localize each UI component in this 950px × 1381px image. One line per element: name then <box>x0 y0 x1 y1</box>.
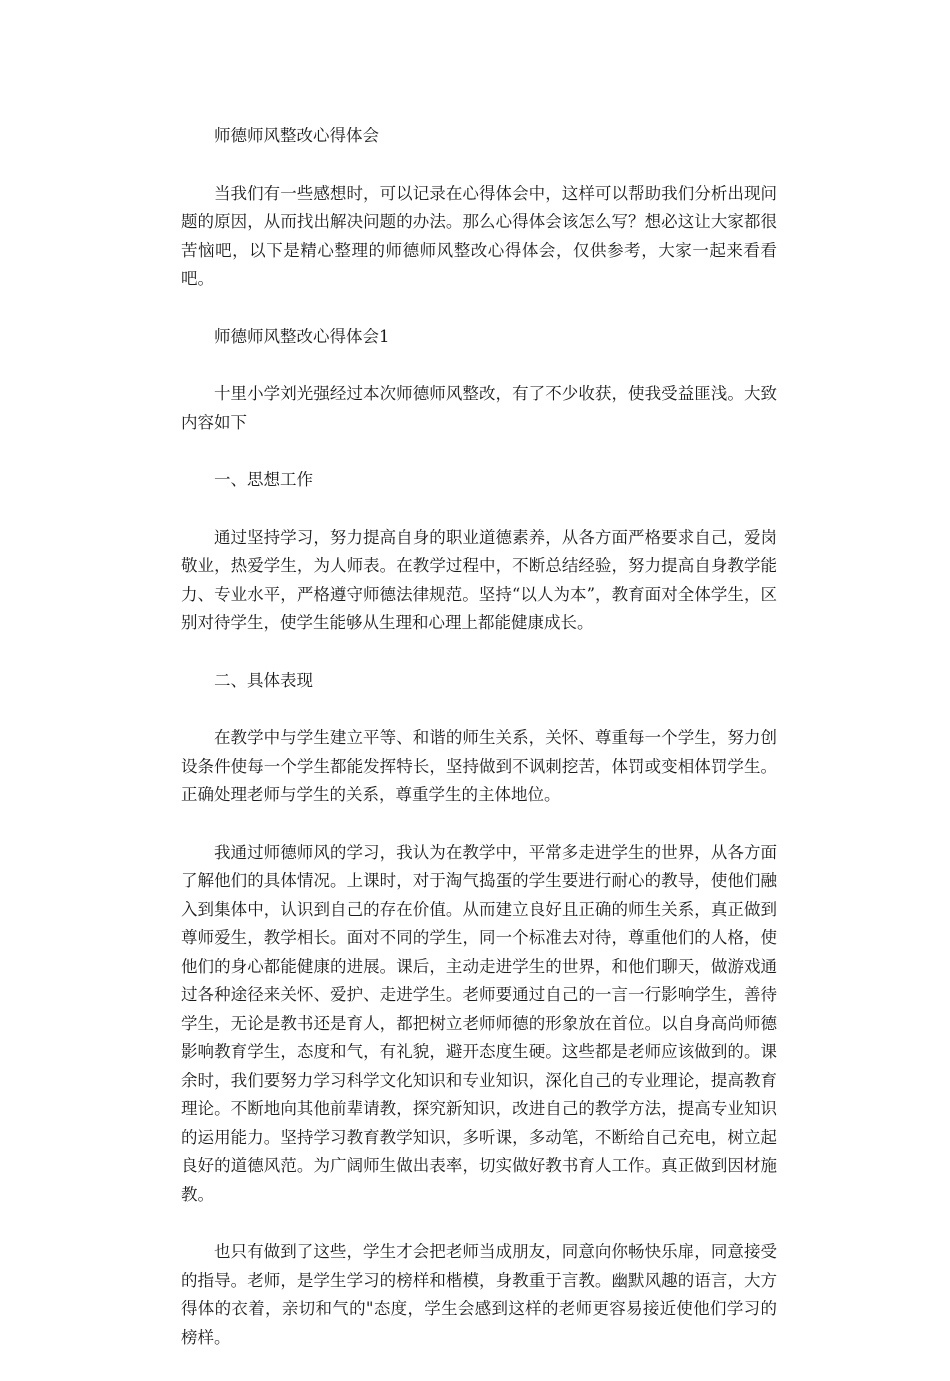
paragraph-study: 我通过师德师风的学习，我认为在教学中，平常多走进学生的世界，从各方面了解他们的具体情况。上课时，对于淘气捣蛋的学生要进行耐心的教导，使他们融入到集体中，认识到自己的存在价值。从而建立良好且正确的师生关系，真正做到尊师爱生，教学相长。面对不同的学生，同一个标准去对待，尊重他们的人格，使他们的身心都能健康的进展。课后，主动走进学生的世界，和他们聊天，做游戏通过各种途径来关怀、爱护、走进学生。老师要通过自己的一言一行影响学生，善待学生，无论是教书还是育人，都把树立老师师德的形象放在首位。以自身高尚师德影响教育学生，态度和气，有礼貌，避开态度生硬。这些都是老师应该做到的。课余时，我们要努力学习科学文化知识和专业知识，深化自己的专业理论，提高教育理论。不断地向其他前辈请教，探究新知识，改进自己的教学方法，提高专业知识的运用能力。坚持学习教育教学知识，多听课，多动笔，不断给自己充电，树立起良好的道德风范。为广阔师生做出表率，切实做好教书育人工作。真正做到因材施教。 <box>181 842 777 1204</box>
document-title: 师德师风整改心得体会 <box>214 126 379 145</box>
paragraph-thought-work: 通过坚持学习，努力提高自身的职业道德素养，从各方面严格要求自己，爱岗敬业，热爱学生，为人师表。在教学过程中，不断总结经验，努力提高自身教学能力、专业水平，严格遵守师德法律规范。坚持“以人为本”，教育面对全体学生，区别对待学生，使学生能够从生理和心理上都能健康成长。 <box>181 527 777 632</box>
document-body <box>181 122 777 1381</box>
paragraph-performance: 在教学中与学生建立平等、和谐的师生关系，关怀、尊重每一个学生，努力创设条件使每一个学生都能发挥特长，坚持做到不讽刺挖苦，体罚或变相体罚学生。正确处理老师与学生的关系，尊重学生的主体地位。 <box>181 728 777 804</box>
intro-paragraph: 当我们有一些感想时，可以记录在心得体会中，这样可以帮助我们分析出现问题的原因，从而找出解决问题的办法。那么心得体会该怎么写？想必这让大家都很苦恼吧，以下是精心整理的师德师风整改心得体会，仅供参考，大家一起来看看吧。 <box>181 183 777 288</box>
section-title: 师德师风整改心得体会1 <box>214 326 390 346</box>
opening-paragraph: 十里小学刘光强经过本次师德师风整改，有了不少收获，使我受益匪浅。大致内容如下 <box>181 384 777 432</box>
heading-thought-work: 一、思想工作 <box>214 470 313 489</box>
heading-performance: 二、具体表现 <box>214 670 313 690</box>
paragraph-conclusion: 也只有做到了这些，学生才会把老师当成朋友，同意向你畅快乐扉，同意接受的指导。老师，是学生学习的榜样和楷模，身教重于言教。幽默风趣的语言，大方得体的衣着，亲切和气的"态度，学生会感到这样的老师更容易接近使他们学习的榜样。 <box>181 1242 777 1347</box>
